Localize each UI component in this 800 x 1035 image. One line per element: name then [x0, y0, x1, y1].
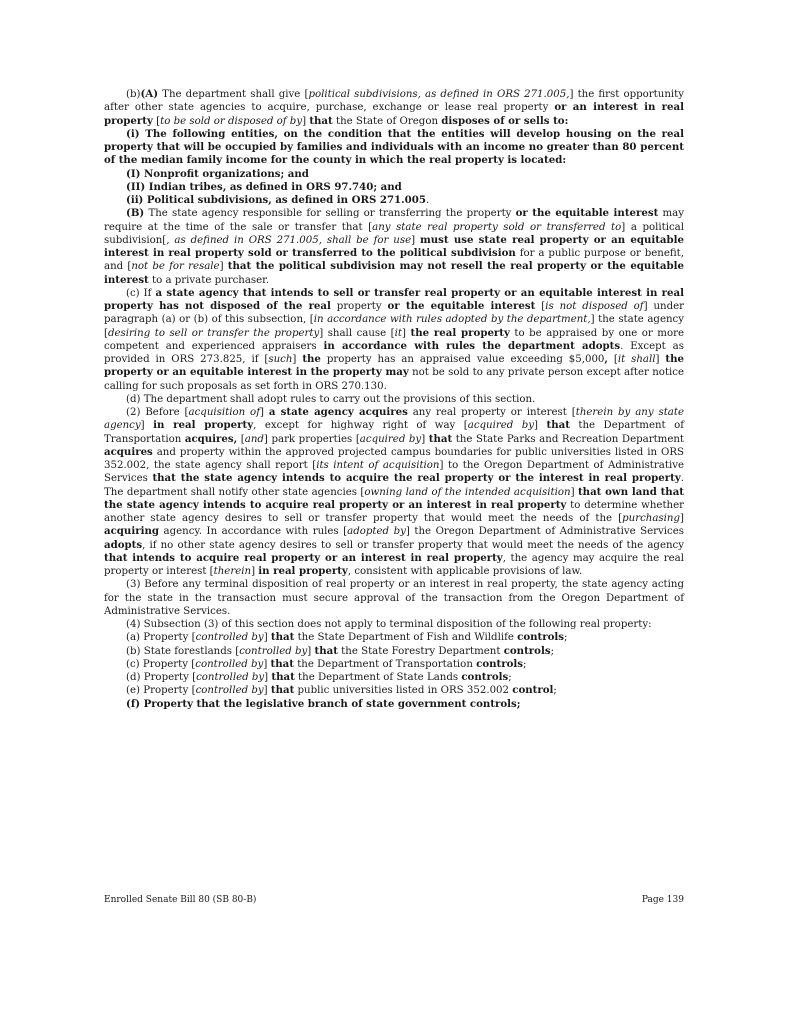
- text-run: for a public purpose or benefit, and [: [104, 248, 684, 273]
- paragraph: [104, 645, 684, 658]
- text-run: (d) Property [: [126, 672, 197, 683]
- bold-text: in real property: [258, 565, 348, 577]
- bold-text: acquires: [104, 445, 153, 458]
- italic-deleted-text: it shall: [617, 354, 656, 365]
- bold-text: (I) Nonprofit organizations; and: [126, 167, 309, 180]
- text-run: (e) Property [: [126, 685, 196, 697]
- text-run: ] shall cause [: [319, 327, 395, 339]
- text-run: (3) Before any terminal disposition of real property or an interest in real property, the state agency acting for the state in the transaction must secure approval of the transaction from the Oregon Department of Administrative Services.: [104, 579, 684, 617]
- text-run: ]: [402, 327, 411, 339]
- bold-text: or an interest in real property: [104, 101, 684, 127]
- paragraph: [104, 128, 684, 168]
- text-run: ] to the Oregon Department of Administrative Services: [104, 460, 684, 485]
- text-run: the State of Oregon: [332, 115, 442, 127]
- bold-text: ,: [604, 353, 608, 365]
- italic-deleted-text: controlled by: [195, 685, 264, 697]
- text-run: (b): [126, 89, 141, 100]
- text-run: the Department of Transportation: [293, 658, 477, 670]
- text-run: . Except as provided in ORS 273.825, if [: [104, 340, 684, 365]
- text-run: ]: [307, 645, 315, 657]
- text-run: .: [425, 195, 430, 206]
- text-run: ] the state agency [: [104, 314, 684, 339]
- text-run: ]: [411, 234, 420, 246]
- paragraph: [104, 658, 684, 671]
- text-run: ]: [263, 658, 271, 670]
- bold-text: the property or an equitable interest in the property may: [104, 353, 684, 379]
- bold-text: control: [512, 684, 554, 697]
- footer-page-number: Page 139: [641, 895, 684, 905]
- text-run: ]: [421, 433, 429, 445]
- italic-deleted-text: therein: [213, 566, 252, 577]
- bold-text: controls: [517, 631, 565, 644]
- text-run: ]: [680, 513, 684, 524]
- paragraph: [104, 631, 684, 644]
- text-run: ]: [302, 115, 310, 127]
- text-run: ]: [655, 354, 666, 365]
- italic-deleted-text: not be for resale: [131, 261, 220, 273]
- italic-deleted-text: controlled by: [195, 658, 264, 670]
- bold-text: (A): [140, 88, 159, 100]
- bold-text: that: [428, 432, 453, 445]
- bold-text: the real property: [410, 326, 510, 339]
- italic-deleted-text: , as defined in ORS 271.005, shall be for use: [166, 234, 412, 246]
- text-run: the State Parks and Recreation Department: [452, 433, 685, 445]
- text-run: the State Forestry Department: [337, 645, 504, 657]
- bold-text: controls: [476, 657, 524, 670]
- text-run: not be sold to any private person except after notice calling for such proposals as set forth in ORS 270.130.: [104, 367, 685, 392]
- paragraph: [104, 684, 684, 697]
- text-run: [: [152, 115, 161, 127]
- bold-text: that: [271, 671, 295, 683]
- text-run: [: [237, 433, 245, 445]
- bold-text: a state agency that intends to sell or transfer real property or an equitable interest in real property has not disposed of the real: [104, 286, 684, 312]
- bold-text: controls: [503, 644, 551, 657]
- text-run: may require at the time of the sale or transfer that [: [104, 208, 684, 233]
- paragraph: [104, 181, 684, 194]
- text-run: [: [607, 354, 618, 365]
- text-run: (c) If: [126, 287, 156, 299]
- text-run: (a) Property [: [126, 632, 196, 644]
- bold-text: that the state agency intends to acquire the real property or the interest in real property: [152, 472, 681, 485]
- text-run: ]: [219, 261, 228, 273]
- bold-text: that: [309, 114, 333, 127]
- italic-deleted-text: acquired by: [467, 420, 535, 432]
- text-run: ;: [508, 672, 512, 683]
- italic-deleted-text: any state real property sold or transferred to: [372, 221, 622, 233]
- text-run: ] the first opportunity after other state agencies to acquire, purchase, exchange or lease real property: [104, 89, 685, 114]
- text-run: ;: [553, 685, 557, 697]
- text-run: ;: [523, 658, 527, 670]
- italic-deleted-text: its intent of acquisition: [316, 460, 440, 471]
- text-run: (d) The department shall adopt rules to carry out the provisions of this section.: [126, 393, 536, 405]
- paragraph: [104, 578, 684, 618]
- text-run: , the agency may acquire the real property or interest [: [104, 552, 685, 577]
- paragraph: [104, 618, 684, 631]
- bold-text: (II) Indian tribes, as defined in ORS 97.740; and: [126, 180, 402, 193]
- text-run: ] under paragraph (a) or (b) of this subsection, [: [104, 301, 684, 326]
- bold-text: that own land that the state agency intends to acquire real property or an interest in real property: [104, 485, 685, 511]
- text-run: (b) State forestlands [: [126, 645, 240, 657]
- text-run: ]: [570, 486, 578, 498]
- italic-deleted-text: controlled by: [195, 632, 264, 644]
- paragraph: [104, 393, 684, 406]
- text-run: property has an appraised value exceeding $5,000: [320, 354, 605, 365]
- italic-deleted-text: adopted by: [347, 526, 406, 538]
- bold-text: controls: [461, 671, 509, 683]
- paragraph: [104, 671, 684, 684]
- bold-text: that the political subdivision may not resell the real property or the equitable interest: [104, 260, 684, 286]
- italic-deleted-text: owning land of the intended acquisition: [364, 486, 571, 498]
- text-run: and property within the approved projected campus boundaries for public universities listed in ORS 352.002, the state agency shall report [: [104, 446, 684, 471]
- text-run: ]: [259, 407, 269, 418]
- bold-text: the: [302, 353, 321, 365]
- bold-text: in accordance with rules the department adopts: [323, 339, 621, 352]
- bold-text: (B): [126, 207, 145, 220]
- italic-deleted-text: therein by any state agency: [104, 407, 684, 432]
- footer-bill-title: Enrolled Senate Bill 80 (SB 80-B): [104, 895, 257, 905]
- italic-deleted-text: and: [244, 433, 264, 445]
- text-run: ]: [292, 354, 303, 365]
- text-run: ] the Oregon Department of Administrative Services: [405, 526, 685, 538]
- italic-deleted-text: acquisition of: [188, 407, 260, 418]
- bold-text: that: [546, 419, 570, 432]
- text-run: , except for highway right of way [: [253, 420, 468, 432]
- bold-text: acquires,: [184, 432, 238, 445]
- bold-text: that: [314, 644, 338, 657]
- page-footer: [104, 895, 684, 905]
- bold-text: in real property: [153, 419, 254, 432]
- text-run: , consistent with applicable provisions of law.: [347, 566, 583, 577]
- italic-deleted-text: political subdivisions, as defined in ORS 271.005,: [308, 89, 570, 100]
- italic-deleted-text: acquired by: [359, 433, 422, 445]
- text-run: to a private purchaser.: [148, 274, 270, 286]
- bold-text: (i) The following entities, on the condition that the entities will develop housing on the real property that will be occupied by families and individuals with an income no greater than 80 percent of the median family income for the county in which the real property is located:: [104, 127, 684, 167]
- text-run: ;: [550, 645, 555, 657]
- text-run: . The department shall notify other state agencies [: [104, 473, 684, 498]
- text-run: (c) Property [: [126, 658, 196, 670]
- bold-text: acquiring: [104, 525, 159, 538]
- text-run: the Department of State Lands: [294, 672, 462, 683]
- text-run: (2) Before [: [126, 407, 189, 418]
- bold-text: or the equitable interest: [515, 207, 659, 220]
- bold-text: or the equitable interest: [387, 300, 536, 312]
- italic-deleted-text: is not disposed of: [545, 301, 644, 312]
- text-run: ] park properties [: [263, 433, 360, 445]
- italic-deleted-text: controlled by: [239, 645, 308, 657]
- bold-text: must use state real property or an equitable interest in real property sold or transferred to the political subdivision: [104, 233, 684, 259]
- paragraph: [104, 194, 684, 207]
- text-run: public universities listed in ORS 352.002: [294, 685, 513, 697]
- italic-deleted-text: desiring to sell or transfer the property: [107, 327, 320, 339]
- italic-deleted-text: such: [268, 354, 293, 365]
- bold-text: that: [270, 684, 295, 697]
- text-run: ;: [564, 632, 568, 644]
- document-body: [104, 88, 684, 711]
- text-run: , if no other state agency desires to sell or transfer property that would meet the needs of the agency: [142, 539, 684, 551]
- italic-deleted-text: controlled by: [196, 672, 265, 683]
- text-run: to be appraised by one or more competent and experienced appraisers: [104, 327, 684, 352]
- bold-text: disposes of or sells to:: [441, 114, 569, 127]
- text-run: to determine whether another state agency desires to sell or transfer property that would meet the needs of the [: [104, 499, 684, 524]
- italic-deleted-text: purchasing: [622, 513, 681, 524]
- text-run: ]: [263, 632, 271, 644]
- text-run: ]: [534, 420, 547, 432]
- text-run: (4) Subsection (3) of this section does not apply to terminal disposition of the following real property:: [126, 619, 652, 630]
- text-run: ]: [263, 685, 271, 697]
- text-run: The state agency responsible for selling or transferring the property: [144, 208, 516, 220]
- text-run: the Department of Transportation: [104, 420, 685, 445]
- paragraph: [104, 168, 684, 181]
- paragraph: [104, 698, 684, 711]
- paragraph: [104, 406, 684, 578]
- italic-deleted-text: in accordance with rules adopted by the department,: [313, 314, 591, 326]
- bold-text: that: [270, 657, 294, 670]
- text-run: property: [330, 301, 388, 312]
- paragraph: [104, 207, 684, 287]
- bold-text: a state agency acquires: [268, 406, 408, 418]
- text-run: ]: [140, 420, 154, 432]
- bold-text: that intends to acquire real property or an interest in real property: [104, 551, 503, 564]
- text-run: ] a political subdivision[: [104, 221, 685, 246]
- text-run: agency. In accordance with rules [: [158, 526, 348, 538]
- bold-text: adopts: [104, 538, 143, 551]
- bold-text: (f) Property that the legislative branch of state government controls;: [126, 697, 521, 710]
- text-run: The department shall give [: [158, 89, 309, 100]
- paragraph: [104, 88, 684, 128]
- bold-text: that: [270, 631, 295, 644]
- paragraph: [104, 287, 684, 393]
- italic-deleted-text: to be sold or disposed of by: [160, 115, 303, 127]
- text-run: any real property or interest [: [407, 407, 576, 418]
- bold-text: (ii) Political subdivisions, as defined in ORS 271.005: [126, 194, 426, 206]
- text-run: ]: [264, 672, 272, 683]
- text-run: ]: [251, 566, 259, 577]
- italic-deleted-text: it: [394, 327, 403, 339]
- text-run: the State Department of Fish and Wildlife: [294, 632, 518, 644]
- text-run: [: [535, 301, 546, 312]
